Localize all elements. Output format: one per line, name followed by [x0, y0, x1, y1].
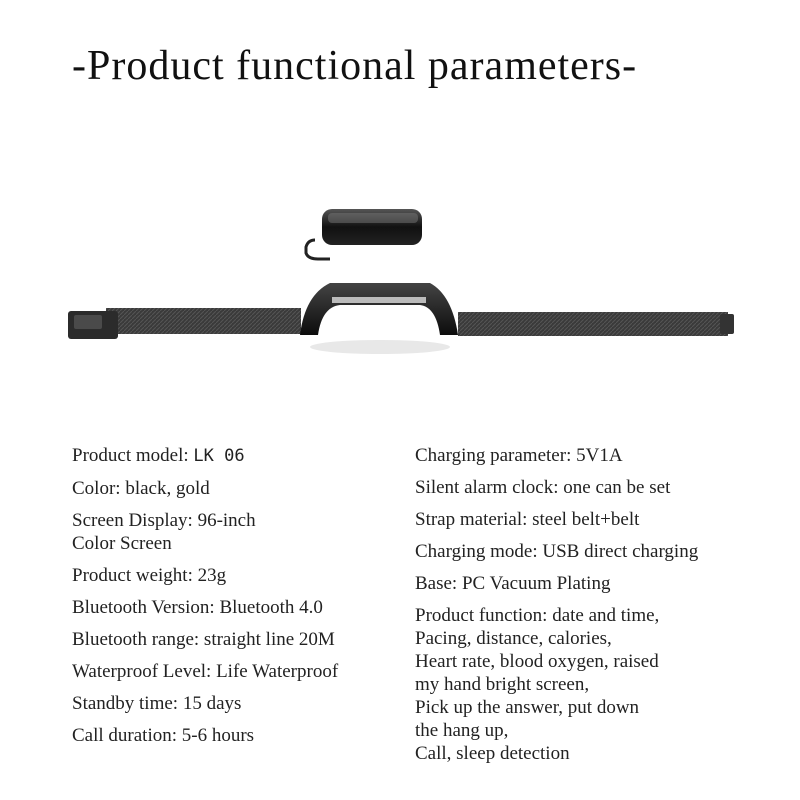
spec-strap-material: Strap material: steel belt+belt	[415, 509, 640, 530]
spec-charging-mode: Charging mode: USB direct charging	[415, 541, 699, 562]
spec-bluetooth-version: Bluetooth Version: Bluetooth 4.0	[72, 597, 323, 618]
left-spec-list	[72, 444, 402, 756]
spec-screen-display: Screen Display: 96-inch Color Screen	[72, 510, 256, 554]
spec-bluetooth-range: Bluetooth range: straight line 20M	[72, 629, 335, 650]
smart-bracelet-image	[60, 195, 750, 375]
right-spec-list	[415, 444, 785, 774]
spec-base: Base: PC Vacuum Plating	[415, 573, 611, 594]
earpiece-icon	[306, 209, 422, 259]
spec-standby-time: Standby time: 15 days	[72, 693, 242, 714]
spec-silent-alarm: Silent alarm clock: one can be set	[415, 477, 671, 498]
spec-product-weight: Product weight: 23g	[72, 565, 227, 586]
spec-charging-parameter: Charging parameter: 5V1A	[415, 445, 623, 466]
spec-call-duration: Call duration: 5-6 hours	[72, 725, 255, 746]
spec-product-function: Product function: date and time, Pacing, distance, calories, Heart rate, blood oxygen, raised my hand bright screen, Pick up the answer, put down the hang up, Call, sleep detection	[415, 605, 660, 764]
spec-product-model: Product model: LK 06	[72, 445, 245, 466]
page-title: -Product functional parameters-	[72, 43, 638, 89]
spec-color: Color: black, gold	[72, 478, 210, 499]
spec-waterproof-level: Waterproof Level: Life Waterproof	[72, 661, 339, 682]
